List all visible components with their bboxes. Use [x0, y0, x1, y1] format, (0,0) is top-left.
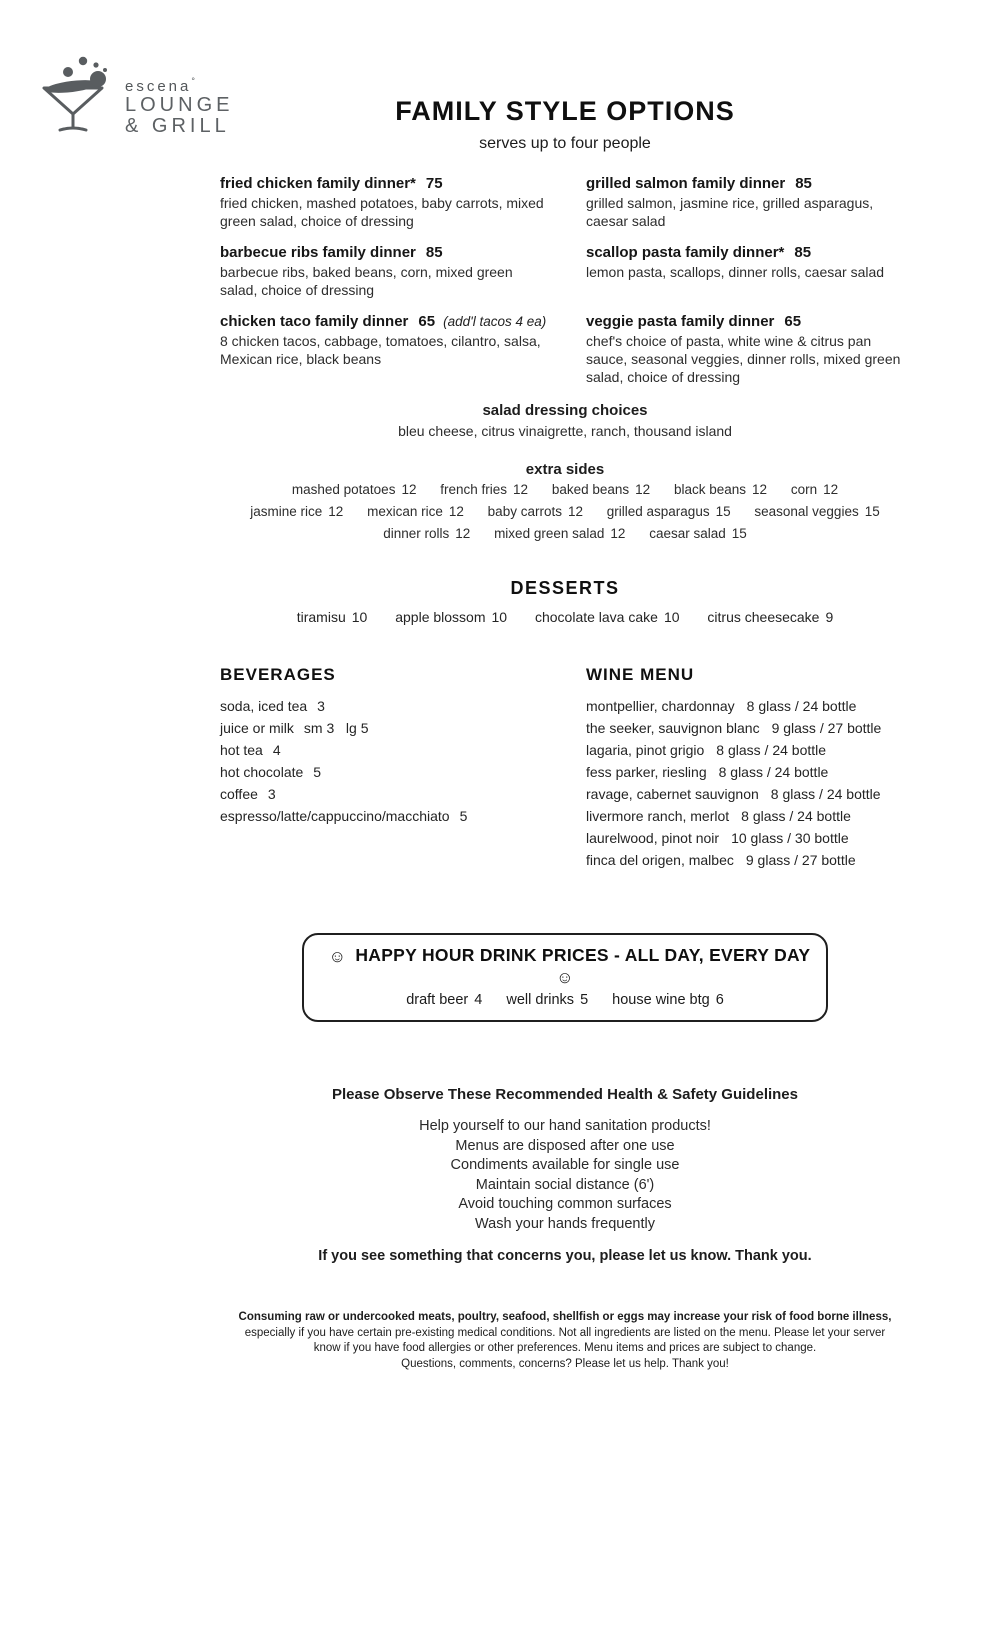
wine-item: lagaria, pinot grigio 8 glass / 24 bottle	[586, 742, 827, 758]
menu-item-scallop-pasta	[586, 244, 910, 299]
side-item: seasonal veggies 15	[754, 504, 880, 519]
dessert-item: apple blossom 10	[395, 609, 508, 625]
side-item: baked beans 12	[551, 482, 651, 497]
guidelines-list	[220, 1117, 910, 1234]
item-desc: grilled salmon, jasmine rice, grilled asparagus, caesar salad	[586, 195, 874, 229]
beverages-section	[220, 665, 550, 871]
logo-trademark: °	[191, 76, 198, 86]
guidelines-title: Please Observe These Recommended Health & Safety Guidelines	[331, 1086, 798, 1103]
extra-sides-row	[220, 480, 910, 500]
item-desc: 8 chicken tacos, cabbage, tomatoes, cilantro, salsa, Mexican rice, black beans	[220, 333, 541, 367]
guideline-line: Condiments available for single use	[450, 1157, 680, 1173]
happy-hour-drinks	[318, 992, 812, 1008]
logo-brand: escena°	[125, 76, 198, 95]
guideline-line: Maintain social distance (6')	[475, 1176, 655, 1193]
martini-glass-icon	[38, 48, 118, 139]
side-item: grilled asparagus 15	[606, 504, 731, 519]
guideline-line: Menus are disposed after one use	[455, 1137, 675, 1154]
happy-hour-drink: house wine btg 6	[612, 992, 724, 1008]
beverage-item: hot tea 4	[220, 742, 281, 758]
beverage-item: espresso/latte/cappuccino/macchiato 5	[220, 808, 468, 824]
dessert-item: tiramisu 10	[296, 609, 368, 625]
page-title: FAMILY STYLE OPTIONS	[395, 96, 735, 126]
item-name: scallop pasta family dinner*	[586, 244, 785, 261]
item-head	[586, 175, 910, 192]
side-item: jasmine rice 12	[250, 504, 344, 519]
beverage-item: juice or milk sm 3 lg 5	[220, 720, 369, 736]
item-name: barbecue ribs family dinner	[220, 244, 416, 261]
guideline-line: Avoid touching common surfaces	[458, 1196, 672, 1212]
wine-item: finca del origen, malbec 9 glass / 27 bottle	[586, 852, 856, 868]
menu-item-fried-chicken	[220, 175, 550, 230]
beverages-wine-grid	[220, 665, 910, 871]
family-dinner-grid	[220, 175, 910, 386]
wine-item: laurelwood, pinot noir 10 glass / 30 bottle	[586, 830, 849, 846]
item-price: 85	[794, 244, 812, 261]
wine-item: fess parker, riesling 8 glass / 24 bottle	[586, 764, 829, 780]
item-head	[586, 313, 910, 330]
item-desc: barbecue ribs, baked beans, corn, mixed green salad, choice of dressing	[220, 264, 513, 298]
disclaimer	[220, 1310, 910, 1372]
menu-item-barbecue-ribs	[220, 244, 550, 299]
side-item: mixed green salad 12	[494, 526, 626, 541]
happy-hour-drink: draft beer 4	[406, 992, 483, 1008]
disclaimer-line4: Questions, comments, concerns? Please let us help. Thank you!	[401, 1357, 729, 1370]
guidelines-footer: If you see something that concerns you, please let us know. Thank you.	[318, 1248, 812, 1264]
menu-content	[220, 0, 910, 1372]
salad-dressing-title: salad dressing choices	[482, 402, 648, 419]
wine-menu-title: WINE MENU	[586, 665, 695, 684]
item-head	[586, 244, 910, 261]
beverages-title: BEVERAGES	[220, 665, 336, 684]
item-note: (add'l tacos 4 ea)	[443, 314, 547, 329]
extra-sides-title: extra sides	[525, 461, 605, 478]
wine-section	[586, 665, 910, 871]
item-name: fried chicken family dinner*	[220, 175, 416, 192]
item-name: veggie pasta family dinner	[586, 313, 775, 330]
item-desc: chef's choice of pasta, white wine & citrus pan sauce, seasonal veggies, dinner rolls, mixed green salad, choice of dressing	[586, 333, 901, 385]
menu-item-grilled-salmon	[586, 175, 910, 230]
item-desc: fried chicken, mashed potatoes, baby carrots, mixed green salad, choice of dressing	[220, 195, 544, 229]
menu-item-chicken-taco	[220, 313, 550, 386]
menu-item-veggie-pasta	[586, 313, 910, 386]
salad-dressing-options: bleu cheese, citrus vinaigrette, ranch, thousand island	[398, 423, 732, 439]
side-item: dinner rolls 12	[383, 526, 471, 541]
happy-hour-drink: well drinks 5	[506, 992, 589, 1008]
beverage-item: hot chocolate 5	[220, 764, 322, 780]
item-price: 75	[425, 175, 443, 192]
side-item: caesar salad 15	[649, 526, 747, 541]
page-subtitle: serves up to four people	[479, 135, 651, 152]
extra-sides-row	[220, 502, 910, 522]
guideline-line: Wash your hands frequently	[474, 1215, 655, 1232]
side-item: corn 12	[790, 482, 839, 497]
disclaimer-body: especially if you have certain pre-existing medical conditions. Not all ingredients are listed on the menu. Please let your server know if you have food allergies or other preferences. Menu items and prices are subject to change.	[244, 1326, 886, 1354]
dessert-item: citrus cheesecake 9	[707, 609, 834, 625]
smiley-icon: ☺	[556, 968, 574, 987]
guideline-line: Help yourself to our hand sanitation products!	[419, 1118, 711, 1134]
side-item: baby carrots 12	[487, 504, 583, 519]
beverage-item: soda, iced tea 3	[220, 698, 325, 714]
logo-text	[125, 78, 233, 139]
item-head	[220, 175, 550, 192]
item-name: grilled salmon family dinner	[586, 175, 786, 192]
extra-sides-row	[220, 524, 910, 544]
logo-grill: & GRILL	[125, 115, 230, 137]
item-price: 85	[425, 244, 443, 261]
item-price: 85	[795, 175, 812, 192]
side-item: mexican rice 12	[367, 504, 464, 519]
item-desc: lemon pasta, scallops, dinner rolls, caesar salad	[586, 264, 885, 280]
item-head	[220, 313, 550, 330]
desserts-title: DESSERTS	[510, 578, 620, 598]
disclaimer-line1: Consuming raw or undercooked meats, poultry, seafood, shellfish or eggs may increase your risk of food borne illness,	[238, 1311, 892, 1323]
desserts-row	[220, 609, 910, 625]
happy-hour-box	[302, 933, 828, 1022]
logo-lounge: LOUNGE	[125, 94, 234, 116]
item-price: 65	[784, 313, 802, 330]
dessert-item: chocolate lava cake 10	[534, 609, 680, 625]
wine-item: the seeker, sauvignon blanc 9 glass / 27 bottle	[586, 720, 882, 736]
smiley-icon: ☺	[328, 947, 347, 966]
side-item: black beans 12	[673, 482, 768, 497]
restaurant-logo	[38, 48, 233, 139]
item-price: 65	[418, 313, 436, 330]
beverage-item: coffee 3	[220, 786, 276, 802]
item-name: chicken taco family dinner	[220, 313, 409, 330]
wine-item: montpellier, chardonnay 8 glass / 24 bottle	[586, 698, 857, 714]
side-item: french fries 12	[440, 482, 529, 497]
happy-hour-title: ☺ HAPPY HOUR DRINK PRICES - ALL DAY, EVERY DAY☺	[328, 945, 811, 987]
wine-item: ravage, cabernet sauvignon 8 glass / 24 bottle	[586, 786, 881, 802]
side-item: mashed potatoes 12	[291, 482, 417, 497]
wine-item: livermore ranch, merlot 8 glass / 24 bottle	[586, 808, 851, 824]
item-head	[220, 244, 550, 261]
